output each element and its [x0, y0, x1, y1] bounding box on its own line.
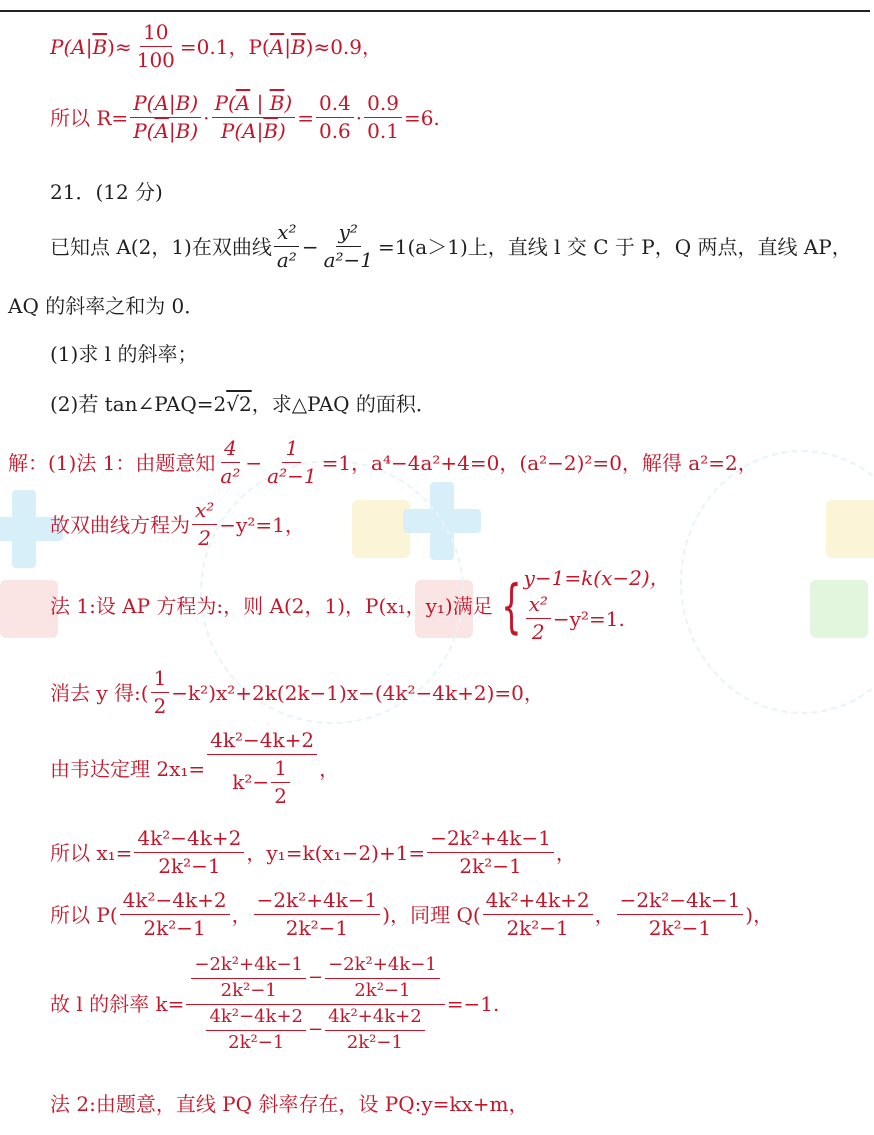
fraction: [325, 1005, 425, 1053]
fraction: [321, 222, 376, 271]
fraction: [134, 22, 178, 71]
text: =1(a＞1)上，直线 l 交 C 于 P，Q 两点，直线 AP，: [378, 234, 852, 259]
question-text-cont: [8, 296, 204, 316]
denominator: a²: [276, 248, 297, 272]
fraction: [483, 890, 593, 939]
denominator: a²−1: [323, 248, 374, 272]
text: =6.: [403, 105, 440, 130]
text: =: [297, 105, 314, 130]
fraction: [325, 956, 440, 1001]
equation: y−1=k(x−2)，: [523, 566, 670, 590]
text: −: [301, 234, 319, 259]
ratio-line: [50, 93, 440, 142]
fraction: [427, 828, 554, 877]
numerator: 4k²+4k+2: [325, 1008, 425, 1031]
solution-line-9: [50, 1094, 529, 1114]
text: 已知点 A(2，1)在双曲线: [50, 234, 272, 259]
numerator: −2k²−4k−1: [617, 890, 744, 915]
numerator: −2k²+4k−1: [254, 890, 381, 915]
top-rule: [0, 10, 870, 12]
prob-line: [50, 22, 382, 71]
denominator: a²: [220, 464, 241, 488]
denominator: 2k²−1: [648, 916, 712, 940]
text: |B): [168, 119, 199, 143]
denominator: 0.6: [318, 119, 351, 143]
text: (2)若 tan∠PAQ=2: [50, 392, 227, 416]
text: ·: [355, 105, 363, 130]
text: ): [278, 119, 286, 143]
text: $\overline{B}$: [290, 34, 306, 59]
text: −: [308, 1018, 324, 1040]
text: )，: [745, 902, 774, 927]
numerator: 4k²+4k+2: [483, 890, 593, 915]
text: 所以 R=: [50, 105, 129, 130]
question-header: [50, 182, 163, 202]
equation: [524, 594, 670, 643]
fraction: [217, 438, 243, 487]
text: $\overline{A}$: [235, 91, 251, 115]
solution-line-4: [50, 668, 544, 717]
denominator: 2: [198, 526, 212, 550]
text: ，求△PAQ 的面积．: [251, 392, 436, 416]
numerator: [212, 93, 296, 118]
text: ·: [203, 105, 210, 130]
numerator: 0.9: [364, 93, 402, 118]
text: $\overline{B}$: [269, 91, 285, 115]
text: −y²=1.: [552, 606, 625, 631]
text: )≈0.9，: [305, 34, 383, 59]
text: P(A|: [50, 34, 93, 59]
text: ，: [555, 840, 576, 865]
solution-line-8: [50, 956, 499, 1053]
denominator: 2k²−1: [220, 979, 277, 1001]
fraction: [186, 956, 444, 1053]
solution-line-3: [50, 568, 670, 643]
fraction: [617, 890, 744, 939]
denominator: 2k²−1: [506, 916, 569, 940]
numerator: 4k²−4k+2: [207, 730, 317, 755]
fraction: [364, 93, 402, 142]
numerator: 0.4: [316, 93, 354, 118]
denominator: 2: [274, 784, 287, 808]
text: $\overline{A}$: [269, 34, 285, 59]
fraction: [151, 668, 170, 717]
fraction: [192, 500, 217, 549]
fraction: [207, 730, 317, 807]
text: 所以 P(: [50, 902, 118, 927]
text: )≈: [107, 34, 132, 59]
numerator: 4k²−4k+2: [120, 890, 230, 915]
text: $\overline{B}$: [92, 34, 108, 59]
numerator: −2k²+4k−1: [191, 956, 306, 979]
text: P(: [133, 119, 155, 143]
numerator: 4k²−4k+2: [206, 1008, 306, 1031]
denominator: 2k²−1: [285, 916, 349, 940]
text: $\overline{A}$: [154, 119, 169, 143]
text: ，y₁=k(x₁−2)+1=: [246, 840, 426, 865]
text: 故 l 的斜率 k=: [50, 992, 185, 1017]
fraction: [206, 1005, 306, 1053]
text: 解：(1)法 1：由题意知: [8, 450, 216, 475]
text: 故双曲线方程为: [50, 512, 190, 537]
text: ，: [319, 756, 340, 781]
numerator: −2k²+4k−1: [427, 828, 554, 853]
question-text: [50, 222, 852, 271]
fraction: [191, 956, 306, 1001]
numerator: [186, 956, 444, 1005]
text: ，: [594, 902, 615, 927]
text: −k²)x²+2k(2k−1)x−(4k²−4k+2)=0，: [171, 680, 544, 705]
text: (1)求 l 的斜率；: [50, 342, 198, 366]
numerator: −2k²+4k−1: [325, 956, 440, 979]
fraction: [274, 222, 300, 271]
text: $\overline{B}$: [263, 119, 279, 143]
denominator: 2: [531, 620, 545, 644]
text: 法 2:由题意，直线 PQ 斜率存在，设 PQ:y=kx+m，: [50, 1092, 529, 1116]
equation-system: [524, 568, 670, 643]
denominator: 2k²−1: [459, 854, 522, 878]
solution-line-7: [50, 890, 773, 939]
text: AQ 的斜率之和为 0．: [8, 294, 205, 318]
numerator: P(A|B): [130, 93, 201, 118]
text: ): [284, 91, 293, 115]
text: k²−: [232, 770, 270, 794]
fraction: [134, 828, 244, 877]
text: P(A|: [220, 119, 264, 143]
numerator: x²: [274, 222, 299, 247]
text: ，: [231, 902, 252, 927]
text: |: [284, 34, 291, 59]
fraction: [264, 438, 319, 487]
fraction: [316, 93, 354, 142]
brace: {: [501, 571, 522, 640]
numerator: 1: [151, 668, 170, 693]
denominator: [229, 755, 295, 807]
text: P(: [214, 91, 236, 115]
solution-line-1: [8, 438, 758, 487]
denominator: 0.1: [367, 119, 399, 143]
denominator: 2: [153, 694, 167, 718]
sqrt: √2: [226, 392, 252, 416]
denominator: 2k²−1: [143, 916, 206, 940]
denominator: [201, 1005, 429, 1053]
text: −y²=1，: [219, 512, 305, 537]
fraction: [526, 594, 551, 643]
fraction: [120, 890, 230, 939]
numerator: x²: [526, 594, 551, 619]
text: 法 1:设 AP 方程为:，则 A(2，1)，P(x₁，y₁)满足: [50, 593, 493, 618]
numerator: x²: [192, 500, 217, 525]
subquestion-1: [50, 344, 197, 364]
text: 21．(12 分): [50, 180, 163, 204]
denominator: a²−1: [267, 464, 317, 488]
text: −: [308, 966, 324, 988]
subquestion-2: [50, 394, 436, 414]
numerator: 1: [282, 438, 301, 463]
numerator: 10: [140, 22, 171, 47]
solution-line-5: [50, 730, 339, 807]
denominator: [218, 118, 289, 142]
text: −: [245, 450, 263, 475]
watermark-ring: [680, 450, 874, 714]
text: )，同理 Q(: [382, 902, 481, 927]
text: =−1.: [446, 992, 500, 1017]
fraction: [271, 758, 290, 807]
fraction: [212, 93, 296, 142]
text: 消去 y 得:(: [50, 680, 149, 705]
denominator: [130, 118, 201, 142]
denominator: 2k²−1: [228, 1031, 285, 1053]
numerator: y²: [336, 222, 361, 247]
solution-line-2: [50, 500, 305, 549]
solution-line-6: [50, 828, 576, 877]
text: =1，a⁴−4a²+4=0，(a²−2)²=0，解得 a²=2，: [321, 450, 758, 475]
denominator: 2k²−1: [354, 979, 411, 1001]
fraction: [130, 93, 201, 142]
numerator: 4: [221, 438, 240, 463]
denominator: 2k²−1: [158, 854, 221, 878]
text: |: [250, 91, 270, 115]
denominator: 2k²−1: [346, 1031, 403, 1053]
text: =0.1，P(: [179, 34, 270, 59]
numerator: 1: [271, 758, 290, 783]
text: 所以 x₁=: [50, 840, 133, 865]
numerator: 4k²−4k+2: [134, 828, 244, 853]
text: 由韦达定理 2x₁=: [50, 756, 206, 781]
denominator: 100: [136, 48, 175, 72]
fraction: [254, 890, 381, 939]
